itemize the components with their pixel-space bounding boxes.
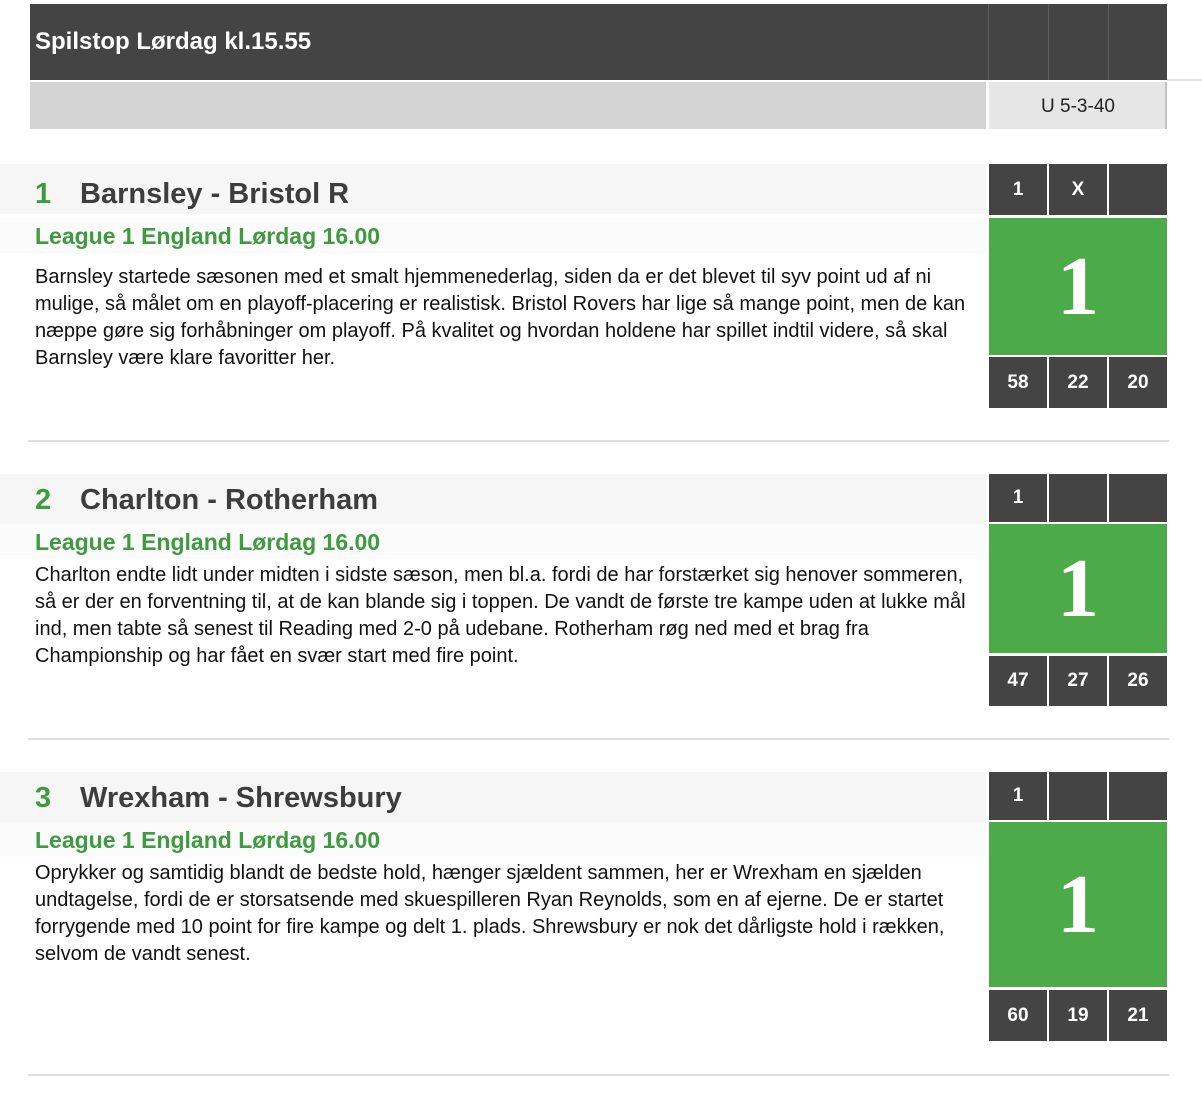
sign-cell-2[interactable] [1109, 164, 1167, 215]
sign-cell-2[interactable] [1109, 474, 1167, 522]
match-league: League 1 England Lørdag 16.00 [35, 529, 381, 555]
match-number: 3 [35, 782, 52, 814]
match-teams: Wrexham - Shrewsbury [80, 782, 402, 814]
sign-cell-2[interactable] [1109, 772, 1167, 820]
sign-cell-x[interactable]: X [1049, 164, 1107, 215]
match-description: Barnsley startede sæsonen med et smalt hjemmenederlag, siden da er det blevet til syv point ud af ni mulige, så målet om en playoff-placering er realistisk. Bristol Rovers har lige så mange point, men de kan næppe gøre sig forhåbninger om playoff. På kvalitet og hvordan holdene har spillet indtil videre, så skal Barnsley være klare favoritter her. [35, 266, 966, 369]
sign-cell-x[interactable] [1049, 772, 1107, 820]
subheader-bar [30, 82, 986, 129]
percentage-home: 60 [989, 990, 1047, 1041]
percentage-away: 21 [1109, 990, 1167, 1041]
percentage-away: 26 [1109, 656, 1167, 706]
match-description: Oprykker og samtidig blandt de bedste hold, hænger sjældent sammen, her er Wrexham en sjælden undtagelse, fordi de er storsatsende med skuespilleren Ryan Reynolds, som en af ejerne. De er startet forrygende med 10 point for fire kampe og delt 1. plads. Shrewsbury er nok det dårligste hold i rækken, selvom de vandt senest. [35, 862, 945, 965]
prediction-pick: 1 [989, 822, 1167, 987]
match-league: League 1 England Lørdag 16.00 [35, 827, 381, 853]
match-divider [28, 738, 1169, 740]
match-league: League 1 England Lørdag 16.00 [35, 223, 381, 249]
match-teams: Barnsley - Bristol R [80, 178, 350, 210]
match-divider [28, 1074, 1169, 1076]
percentage-home: 47 [989, 656, 1047, 706]
sign-cell-1[interactable]: 1 [989, 474, 1047, 522]
percentage-away: 20 [1109, 357, 1167, 408]
match-teams: Charlton - Rotherham [80, 484, 379, 516]
percentage-draw: 19 [1049, 990, 1107, 1041]
match-divider [28, 440, 1169, 442]
coupon-subheader [30, 82, 1167, 129]
coupon-title: Spilstop Lørdag kl.15.55 [35, 28, 312, 55]
coupon-header [30, 4, 1167, 80]
prediction-pick: 1 [989, 524, 1167, 653]
percentage-draw: 22 [1049, 357, 1107, 408]
percentage-draw: 27 [1049, 656, 1107, 706]
percentage-home: 58 [989, 357, 1047, 408]
match-description: Charlton endte lidt under midten i sidste sæson, men bl.a. fordi de har forstærket sig henover sommeren, så er der en forventning til, at de kan blande sig i toppen. De vandt de første tre kampe uden at lukke mål ind, men tabte så senest til Reading med 2-0 på udebane. Rotherham røg ned med et brag fra Championship og har fået en svær start med fire point. [35, 564, 966, 667]
header-edge [1167, 79, 1202, 81]
system-box [989, 82, 1167, 129]
header-column-divider [1108, 4, 1109, 80]
sign-cell-1[interactable]: 1 [989, 164, 1047, 215]
sign-cell-x[interactable] [1049, 474, 1107, 522]
sign-cell-1[interactable]: 1 [989, 772, 1047, 820]
header-column-divider [1048, 4, 1049, 80]
header-column-divider [988, 4, 989, 80]
system-label: U 5-3-40 [1041, 96, 1115, 117]
match-number: 2 [35, 484, 52, 516]
prediction-pick: 1 [989, 218, 1167, 355]
match-number: 1 [35, 178, 52, 210]
